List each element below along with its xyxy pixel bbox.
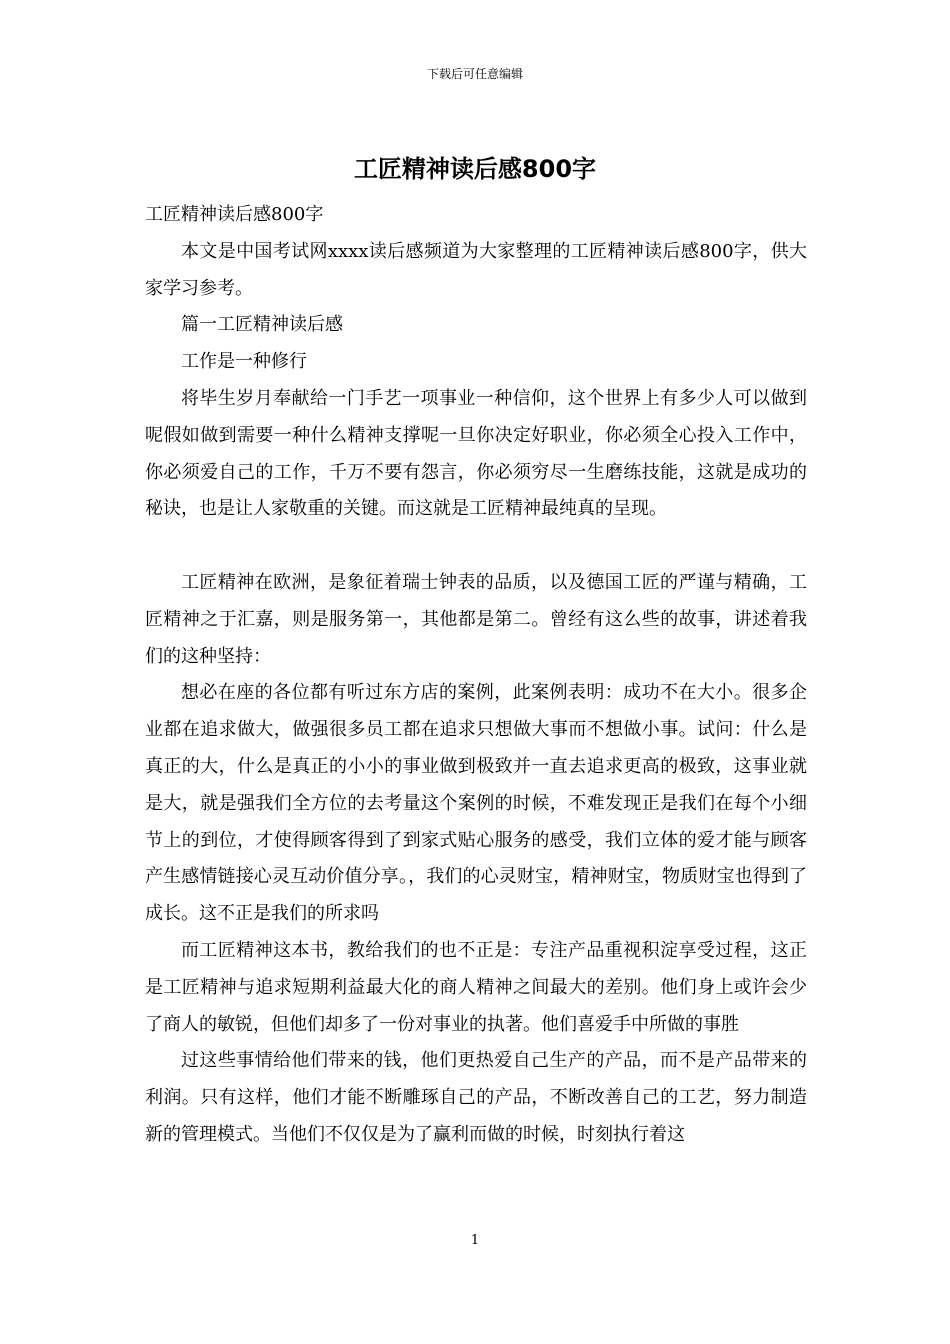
paragraph-subtitle: 工匠精神读后感800字 — [145, 204, 324, 225]
paragraph-body: 工匠精神在欧洲，是象征着瑞士钟表的品质，以及德国工匠的严谨与精确，工匠精神之于汇嘉，则是服务第一，其他都是第二。曾经有这么些的故事，讲述着我们的这种坚持： — [145, 571, 807, 667]
page-header-note: 下载后可任意编辑 — [426, 67, 523, 81]
document-body — [145, 197, 807, 1154]
document-title: 工匠精神读后感800字 — [353, 155, 597, 183]
paragraph-blank — [145, 528, 807, 565]
paragraph-body: 而工匠精神这本书，教给我们的也不正是：专注产品重视积淀享受过程，这正是工匠精神与追求短期利益最大化的商人精神之间最大的差别。他们身上或许会少了商人的敏锐，但他们却多了一份对事业的执著。他们喜爱手中所做的事胜 — [145, 939, 807, 1035]
paragraph-intro: 本文是中国考试网xxxx读后感频道为大家整理的工匠精神读后感800字，供大家学习参考。 — [145, 240, 807, 299]
paragraph-body: 想必在座的各位都有听过东方店的案例，此案例表明：成功不在大小。很多企业都在追求做大，做强很多员工都在追求只想做大事而不想做小事。试问：什么是真正的大，什么是真正的小小的事业做到极致并一直去追求更高的极致，这事业就是大，就是强我们全方位的去考量这个案例的时候，不难发现正是我们在每个小细节上的到位，才使得顾客得到了到家式贴心服务的感受，我们立体的爱才能与顾客产生感情链接心灵互动价值分享。，我们的心灵财宝，精神财宝，物质财宝也得到了成长。这不正是我们的所求吗 — [145, 682, 807, 925]
paragraph-body: 将毕生岁月奉献给一门手艺一项事业一种信仰，这个世界上有多少人可以做到呢假如做到需要一种什么精神支撑呢一旦你决定好职业，你必须全心投入工作中，你必须爱自己的工作，千万不要有怨言，你必须穷尽一生磨练技能，这就是成功的秘诀，也是让人家敬重的关键。而这就是工匠精神最纯真的呈现。 — [145, 387, 807, 520]
paragraph-heading: 工作是一种修行 — [181, 351, 307, 373]
page-number: 1 — [470, 1233, 480, 1248]
paragraph-section-heading: 篇一工匠精神读后感 — [181, 314, 343, 336]
paragraph-body: 过这些事情给他们带来的钱，他们更热爱自己生产的产品，而不是产品带来的利润。只有这样，他们才能不断雕琢自己的产品，不断改善自己的工艺，努力制造新的管理模式。当他们不仅仅是为了赢利而做的时候，时刻执行着这 — [145, 1050, 807, 1145]
